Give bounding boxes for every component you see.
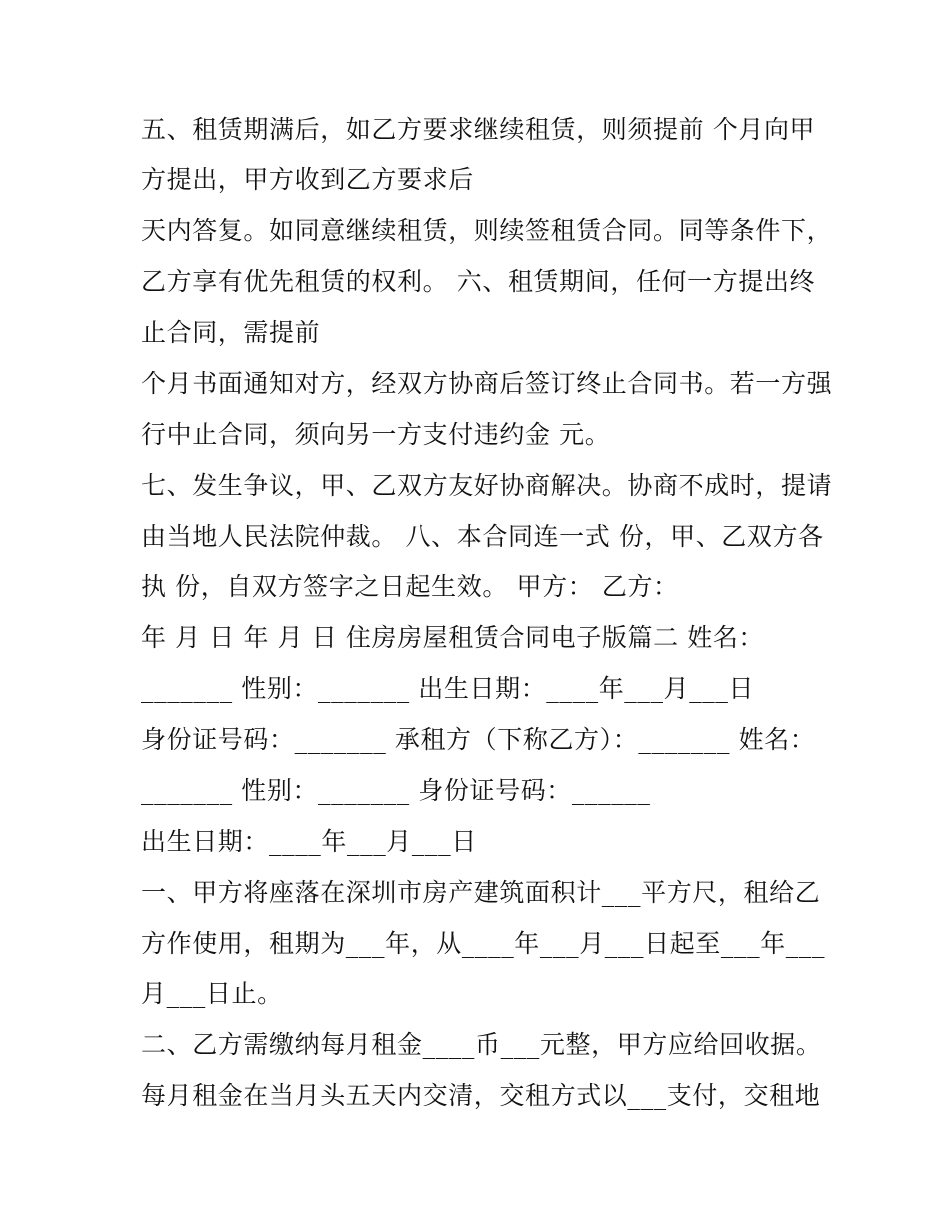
text-line: 身份证号码：_______ 承租方（下称乙方）：_______ 姓名： (141, 725, 816, 754)
text-line: 二、乙方需缴纳每月租金____币___元整，甲方应给回收据。 (141, 1030, 822, 1059)
text-line: 七、发生争议，甲、乙双方友好协商解决。协商不成时，提请 (141, 471, 833, 500)
text-line: 行中止合同，须向另一方支付违约金 元。 (141, 420, 611, 449)
text-line: 一、甲方将座落在深圳市房产建筑面积计___平方尺，租给乙 (141, 878, 821, 907)
text-line: 天内答复。如同意继续租赁，则续签租赁合同。同等条件下， (141, 216, 833, 245)
text-line: 止合同，需提前 (141, 318, 321, 347)
text-line: 乙方享有优先租赁的权利。 六、租赁期间，任何一方提出终 (141, 267, 816, 296)
text-line: 出生日期：____年___月___日 (141, 827, 477, 856)
text-line: 方作使用，租期为___年，从____年___月___日起至___年___ (141, 929, 826, 958)
text-line: 执 份，自双方签字之日起生效。 甲方： 乙方： (141, 572, 679, 601)
text-line: _______ 性别：_______ 身份证号码：______ (141, 776, 651, 805)
text-line: 月___日止。 (141, 979, 283, 1008)
text-line: 五、租赁期满后，如乙方要求继续租赁，则须提前 个月向甲 (141, 115, 816, 144)
text-line: 每月租金在当月头五天内交清，交租方式以___支付，交租地 (141, 1081, 821, 1110)
text-line: 年 月 日 年 月 日 住房房屋租赁合同电子版篇二 姓名： (141, 623, 765, 652)
text-line: 方提出，甲方收到乙方要求后 (141, 165, 474, 194)
text-line: 由当地人民法院仲裁。 八、本合同连一式 份，甲、乙双方各 (141, 522, 824, 551)
text-line: _______ 性别：_______ 出生日期：____年___月___日 (141, 674, 755, 703)
text-line: 个月书面通知对方，经双方协商后签订终止合同书。若一方强 (141, 369, 833, 398)
